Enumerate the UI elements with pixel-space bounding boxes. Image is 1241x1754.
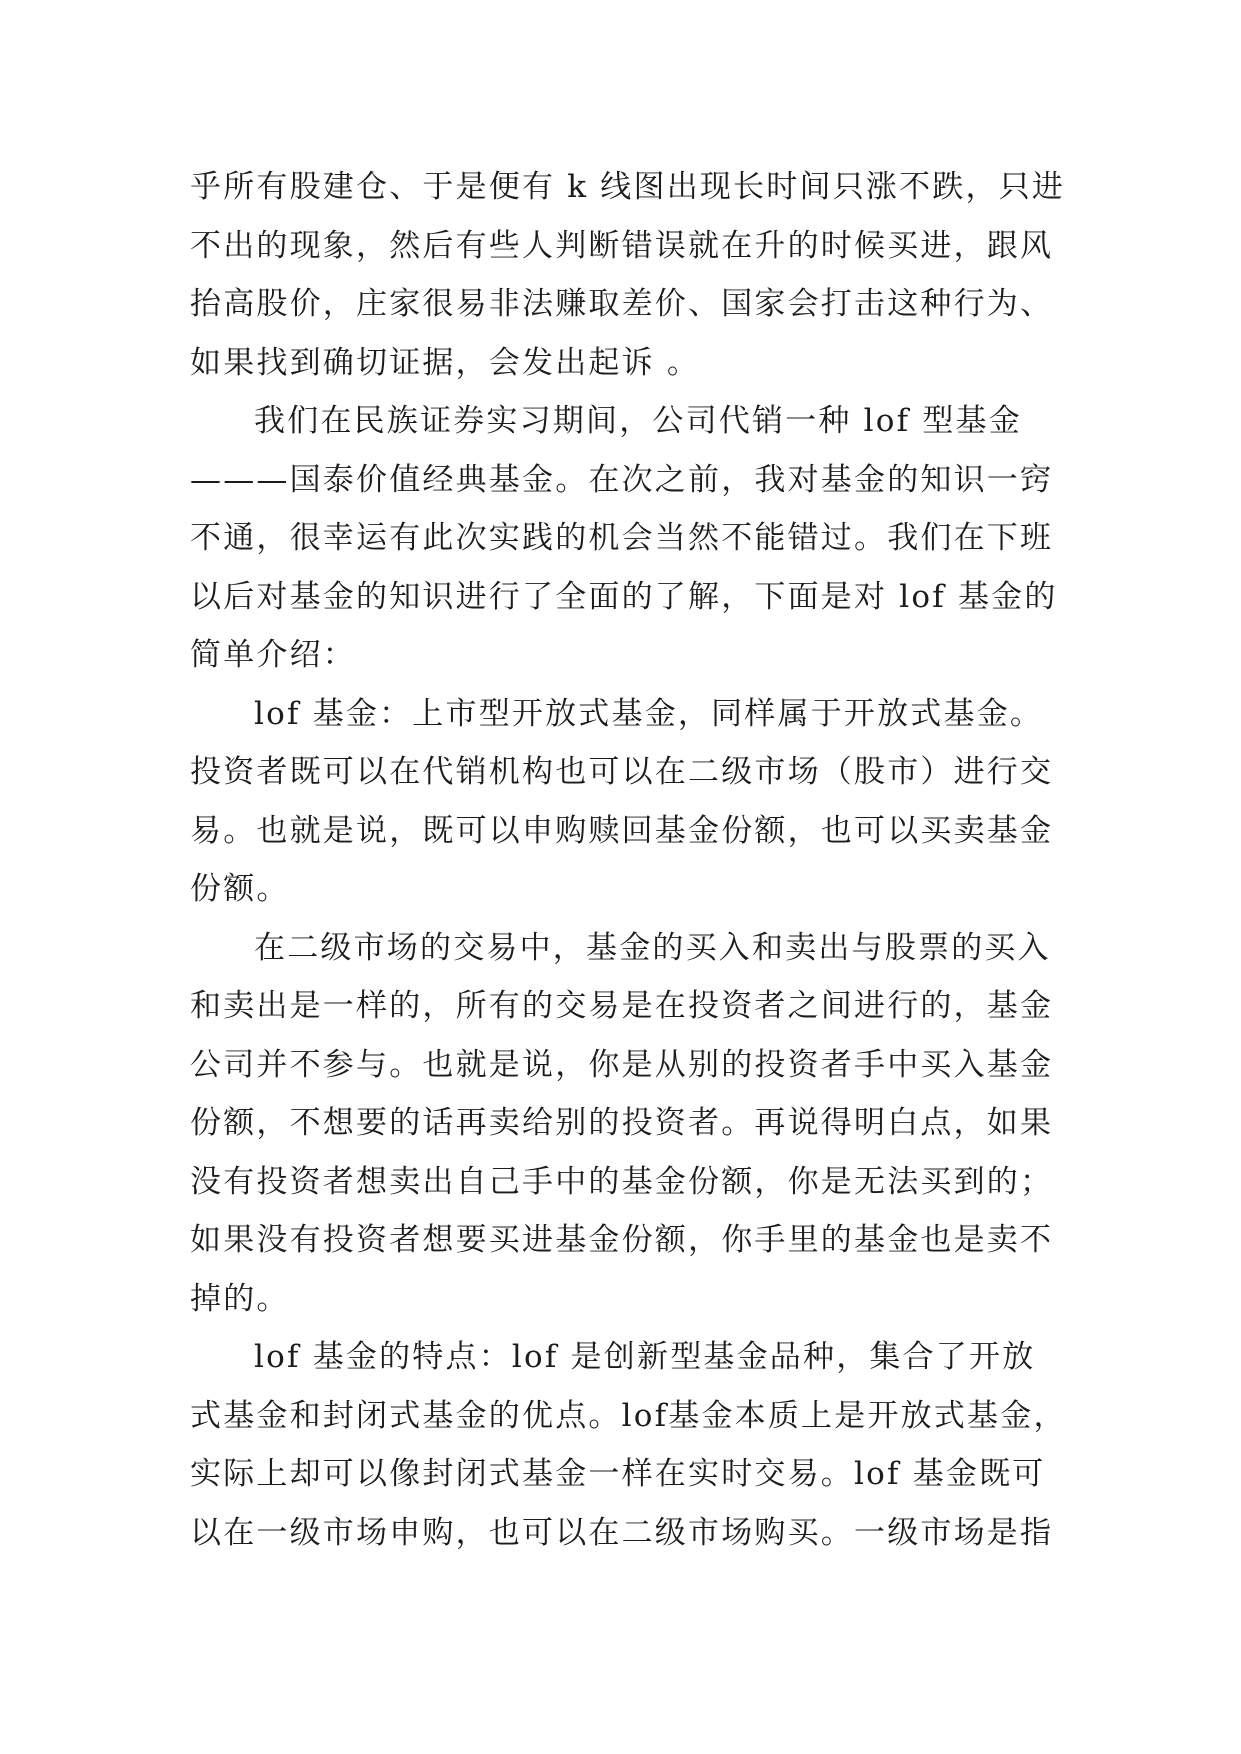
text-line: 如果没有投资者想要买进基金份额，你手里的基金也是卖不 — [190, 1222, 1054, 1258]
paragraph-first-line: 我们在民族证券实习期间，公司代销一种 lof 型基金 — [254, 403, 1022, 439]
paragraph-first-line: lof 基金：上市型开放式基金，同样属于开放式基金。 — [254, 695, 1044, 732]
document-body — [190, 158, 1070, 1562]
paragraph-first-line: 在二级市场的交易中，基金的买入和卖出与股票的买入 — [254, 929, 1051, 966]
text-line: 掉的。 — [190, 1280, 290, 1317]
text-line: 份额，不想要的话再卖给别的投资者。再说得明白点，如果 — [190, 1105, 1054, 1141]
paragraph-first-line: lof 基金的特点：lof 是创新型基金品种，集合了开放 — [254, 1339, 1036, 1375]
text-line: 不出的现象，然后有些人判断错误就在升的时候买进，跟风 — [190, 227, 1054, 264]
text-line: 和卖出是一样的，所有的交易是在投资者之间进行的，基金 — [190, 988, 1054, 1024]
text-line: 以后对基金的知识进行了全面的了解，下面是对 lof 基金的 — [190, 578, 1058, 615]
text-line: 实际上却可以像封闭式基金一样在实时交易。lof 基金既可 — [190, 1456, 1046, 1492]
text-line: 没有投资者想卖出自己手中的基金份额，你是无法买到的； — [190, 1163, 1054, 1200]
text-line: 以在一级市场申购，也可以在二级市场购买。一级市场是指 — [190, 1514, 1054, 1551]
text-line: ———国泰价值经典基金。在次之前，我对基金的知识一窍 — [190, 461, 1054, 498]
text-line: 公司并不参与。也就是说，你是从别的投资者手中买入基金 — [190, 1046, 1054, 1083]
text-line: 易。也就是说，既可以申购赎回基金份额，也可以买卖基金 — [190, 812, 1054, 849]
text-line: 式基金和封闭式基金的优点。lof基金本质上是开放式基金， — [190, 1397, 1067, 1434]
text-line: 简单介绍： — [190, 637, 356, 673]
text-line: 份额。 — [190, 871, 290, 907]
text-line: 如果找到确切证据，会发出起诉 。 — [190, 344, 701, 381]
text-line: 乎所有股建仓、于是便有 k 线图出现长时间只涨不跌，只进 — [190, 169, 1066, 205]
text-line: 抬高股价，庄家很易非法赚取差价、国家会打击这种行为、 — [190, 286, 1054, 322]
text-line: 不通，很幸运有此次实践的机会当然不能错过。我们在下班 — [190, 520, 1054, 556]
text-line: 投资者既可以在代销机构也可以在二级市场（股市）进行交 — [190, 754, 1054, 790]
